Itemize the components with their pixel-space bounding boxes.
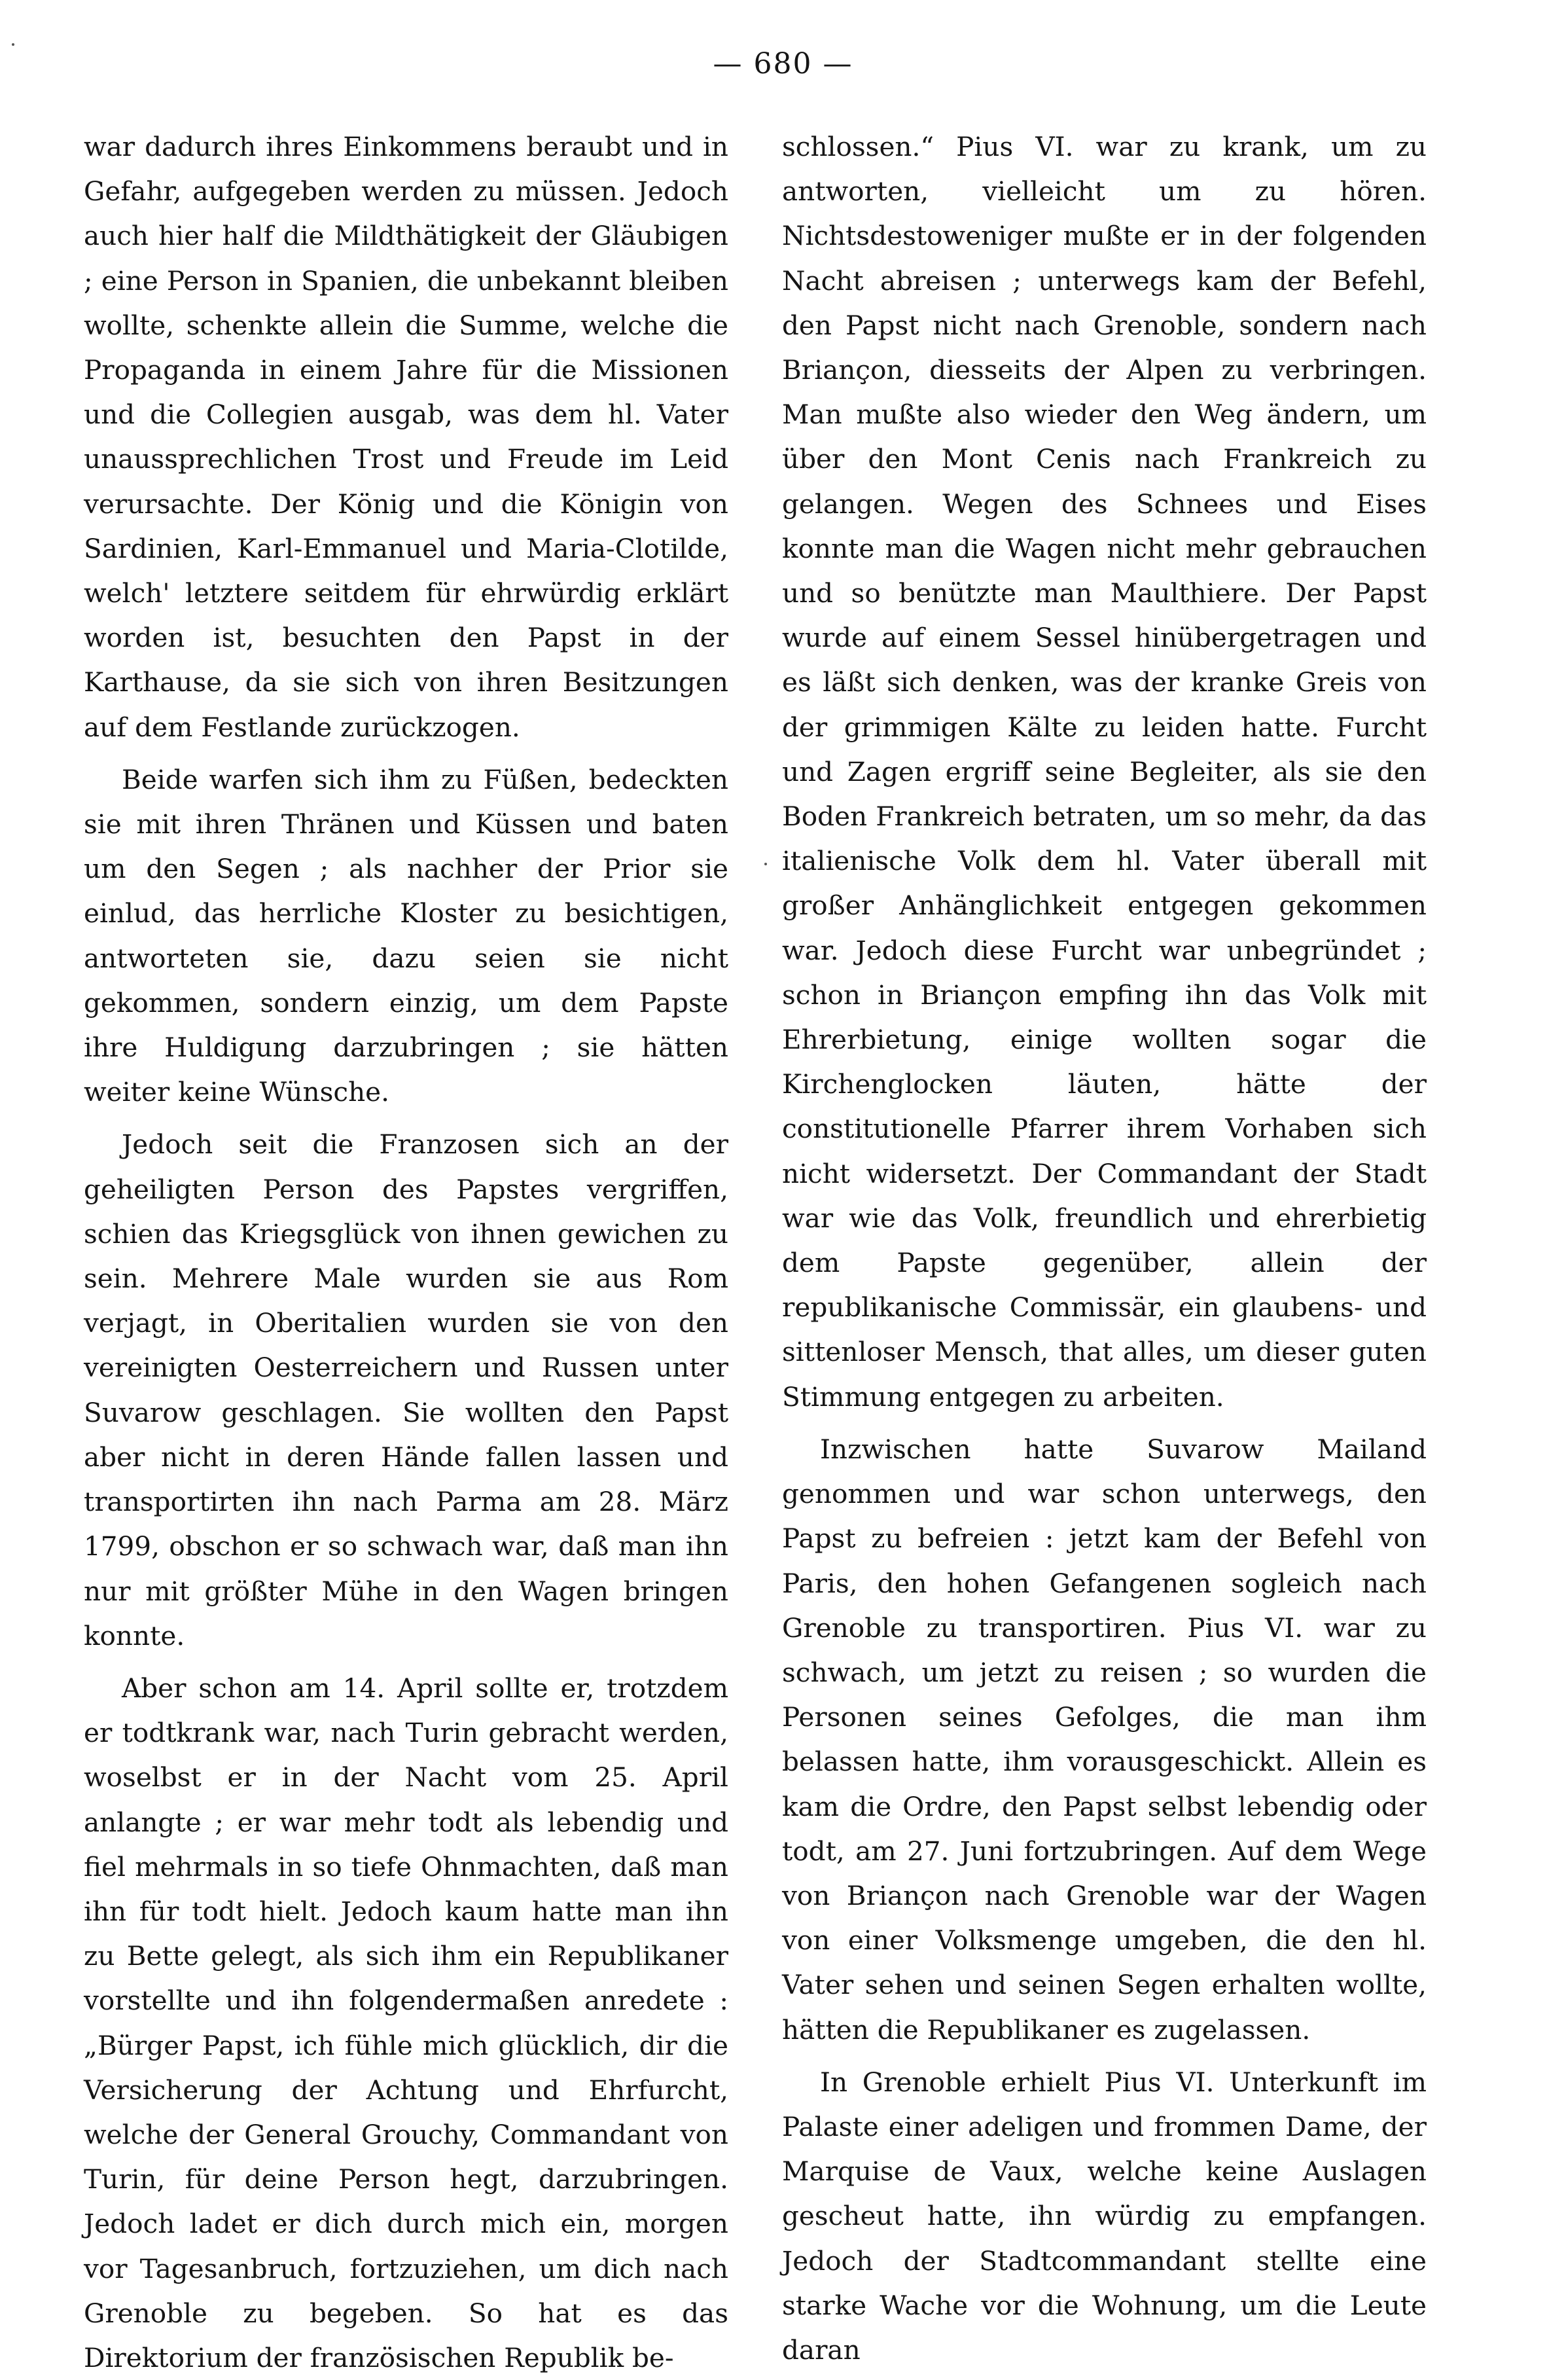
- paragraph: Inzwischen hatte Suvarow Mailand genommen und war schon unterwegs, den Papst zu befreien : jetzt kam der Befehl von Paris, den hohen Gefangenen sogleich nach Grenoble zu transportiren. Pius VI. war zu schwach, um jetzt zu reisen ; so wurden die Personen seines Gefolges, die man ihm belassen hatte, ihm vorausgeschickt. Allein es kam die Ordre, den Papst selbst lebendig oder todt, am 27. Juni fortzubringen. Auf dem Wege von Briançon nach Grenoble war der Wagen von einer Volksmenge umgeben, die den hl. Vater sehen und seinen Segen erhalten wollte, hätten die Republikaner es zugelassen.: [782, 1433, 1427, 2046]
- paragraph: war dadurch ihres Einkommens beraubt und in Gefahr, aufgegeben werden zu müssen. Jedoch auch hier half die Mildthätigkeit der Gläubigen ; eine Person in Spanien, die unbekannt bleiben wollte, schenkte allein die Summe, welche die Propaganda in einem Jahre für die Missionen und die Collegien ausgab, was dem hl. Vater unaussprechlichen Trost und Freude im Leid verursachte. Der König und die Königin von Sardinien, Karl-Emmanuel und Maria-Clotilde, welch' letztere seitdem für ehrwürdig erklärt worden ist, besuchten den Papst in der Karthause, da sie sich von ihren Besitzungen auf dem Festlande zurückzogen.: [84, 131, 728, 743]
- paragraph: Jedoch seit die Franzosen sich an der geheiligten Person des Papstes vergriffen, schien das Kriegsglück von ihnen gewichen zu sein. Mehrere Male wurden sie aus Rom verjagt, in Oberitalien wurden sie von den vereinigten Oesterreichern und Russen unter Suvarow geschlagen. Sie wollten den Papst aber nicht in deren Hände fallen lassen und transportirten ihn nach Parma am 28. März 1799, obschon er so schwach war, daß man ihn nur mit größter Mühe in den Wagen bringen konnte.: [84, 1128, 728, 1651]
- scan-speck: [764, 863, 767, 865]
- right-column: [782, 124, 1427, 2372]
- paragraph: Aber schon am 14. April sollte er, trotzdem er todtkrank war, nach Turin gebracht werden, woselbst er in der Nacht vom 25. April anlangte ; er war mehr todt als lebendig und fiel mehrmals in so tiefe Ohnmachten, daß man ihn für todt hielt. Jedoch kaum hatte man ihn zu Bette gelegt, als sich ihm ein Republikaner vorstellte und ihn folgendermaßen anredete : „Bürger Papst, ich fühle mich glücklich, dir die Versicherung der Achtung und Ehrfurcht, welche der General Grouchy, Commandant von Turin, für deine Person hegt, darzubringen. Jedoch ladet er dich durch mich ein, morgen vor Tagesanbruch, fortzuziehen, um dich nach Grenoble zu begeben. So hat es das Direktorium der französischen Republik be-: [84, 1672, 728, 2373]
- scan-speck: [12, 43, 14, 46]
- paragraph: In Grenoble erhielt Pius VI. Unterkunft im Palaste einer adeligen und frommen Dame, der Marquise de Vaux, welche keine Auslagen gescheut hatte, ihn würdig zu empfangen. Jedoch der Stadtcommandant stellte eine starke Wache vor die Wohnung, um die Leute daran: [782, 2066, 1427, 2366]
- paragraph: Beide warfen sich ihm zu Füßen, bedeckten sie mit ihren Thränen und Küssen und baten um den Segen ; als nachher der Prior sie einlud, das herrliche Kloster zu besichtigen, antworteten sie, dazu seien sie nicht gekommen, sondern einzig, um dem Papste ihre Huldigung darzubringen ; sie hätten weiter keine Wünsche.: [84, 763, 728, 1108]
- left-column: [84, 124, 728, 2380]
- paragraph: schlossen.“ Pius VI. war zu krank, um zu antworten, vielleicht um zu hören. Nichtsdestoweniger mußte er in der folgenden Nacht abreisen ; unterwegs kam der Befehl, den Papst nicht nach Grenoble, sondern nach Briançon, diesseits der Alpen zu verbringen. Man mußte also wieder den Weg ändern, um über den Mont Cenis nach Frankreich zu gelangen. Wegen des Schnees und Eises konnte man die Wagen nicht mehr gebrauchen und so benützte man Maulthiere. Der Papst wurde auf einem Sessel hinübergetragen und es läßt sich denken, was der kranke Greis von der grimmigen Kälte zu leiden hatte. Furcht und Zagen ergriff seine Begleiter, als sie den Boden Frankreich betraten, um so mehr, da das italienische Volk dem hl. Vater überall mit großer Anhänglichkeit entgegen gekommen war. Jedoch diese Furcht war unbegründet ; schon in Briançon empfing ihn das Volk mit Ehrerbietung, einige wollten sogar die Kirchenglocken läuten, hätte der constitutionelle Pfarrer ihrem Vorhaben sich nicht widersetzt. Der Commandant der Stadt war wie das Volk, freundlich und ehrerbietig dem Papste gegenüber, allein der republikanische Commissär, ein glaubens- und sittenloser Mensch, that alles, um dieser guten Stimmung entgegen zu arbeiten.: [782, 131, 1427, 1413]
- page-number: — 680 —: [713, 47, 853, 81]
